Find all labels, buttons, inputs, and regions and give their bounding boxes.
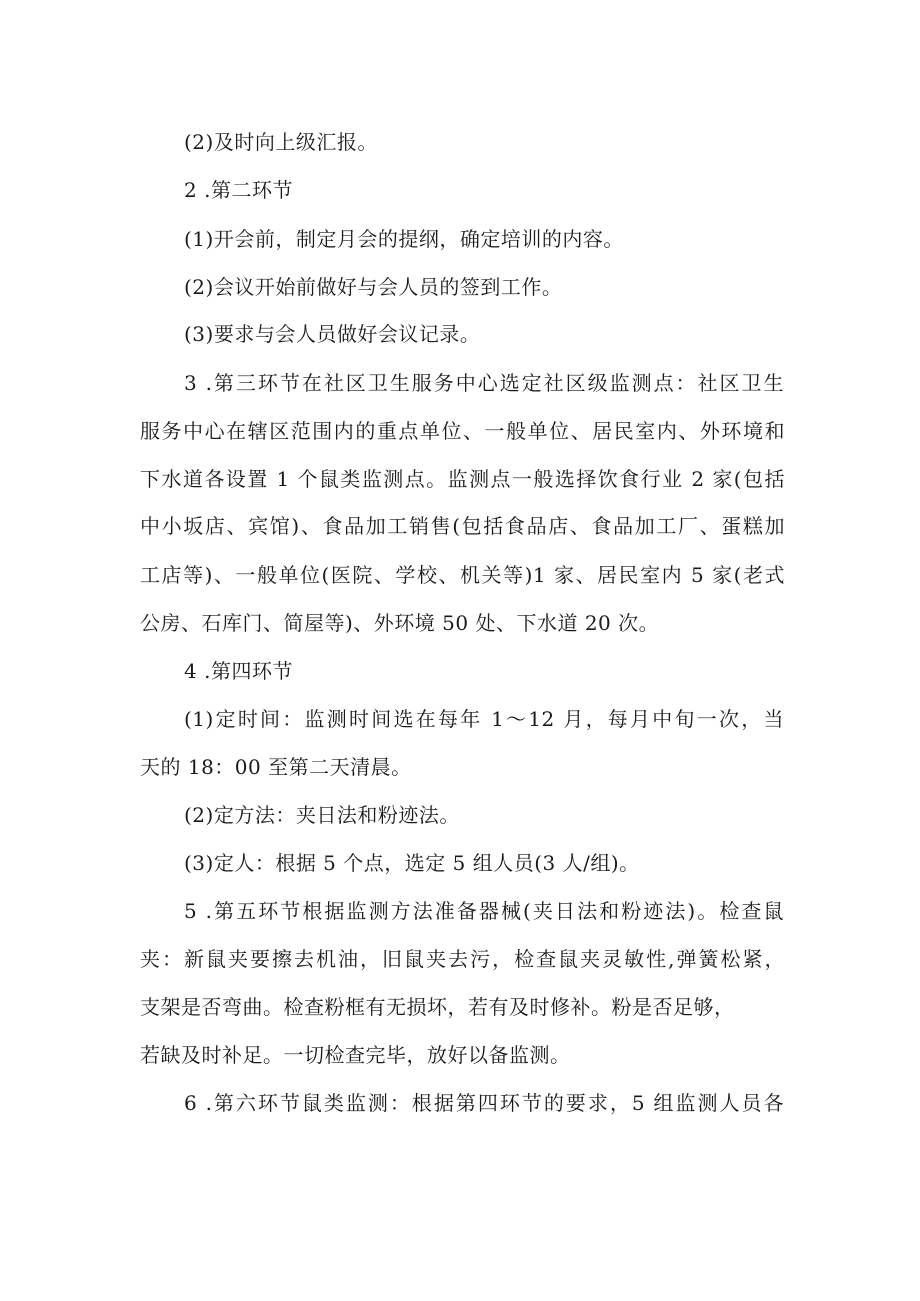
text-line: 公房、石库门、简屋等)、外环境 50 处、下水道 20 次。	[140, 611, 660, 635]
text-line: 工店等)、一般单位(医院、学校、机关等)1 家、居民室内 5 家(老式	[140, 563, 785, 587]
text-line: 3 .第三环节在社区卫生服务中心选定社区级监测点：社区卫生	[184, 371, 784, 395]
text-line: 天的 18：00 至第二天清晨。	[140, 755, 412, 779]
text-line: (2)定方法：夹日法和粉迹法。	[184, 803, 460, 827]
text-line: 6 .第六环节鼠类监测：根据第四环节的要求，5 组监测人员各	[184, 1091, 784, 1115]
text-line: (3)定人：根据 5 个点，选定 5 组人员(3 人/组)。	[184, 851, 640, 875]
text-line: 中小坂店、宾馆)、食品加工销售(包括食品店、食品加工厂、蛋糕加	[140, 514, 785, 538]
section-heading: 2 .第二环节	[184, 178, 293, 202]
text-line: (1)开会前，制定月会的提纲，确定培训的内容。	[184, 227, 624, 251]
text-line: 5 .第五环节根据监测方法准备器械(夹日法和粉迹法)。检查鼠	[184, 899, 784, 923]
text-line: 夹：新鼠夹要擦去机油，旧鼠夹去污，检查鼠夹灵敏性,弹簧松紧，	[140, 947, 785, 971]
text-line: (2)及时向上级汇报。	[184, 130, 378, 154]
text-line: 下水道各设置 1 个鼠类监测点。监测点一般选择饮食行业 2 家(包括	[140, 467, 785, 491]
text-line: 服务中心在辖区范围内的重点单位、一般单位、居民室内、外环境和	[140, 419, 785, 443]
text-line: 支架是否弯曲。检查粉框有无损坏，若有及时修补。粉是否足够，	[140, 995, 735, 1019]
text-line: (1)定时间：监测时间选在每年 1～12 月，每月中旬一次，当	[184, 707, 784, 731]
text-line: (3)要求与会人员做好会议记录。	[184, 322, 481, 346]
text-line: (2)会议开始前做好与会人员的签到工作。	[184, 275, 563, 299]
text-line: 若缺及时补足。一切检查完毕，放好以备监测。	[140, 1043, 571, 1067]
section-heading: 4 .第四环节	[184, 659, 293, 683]
